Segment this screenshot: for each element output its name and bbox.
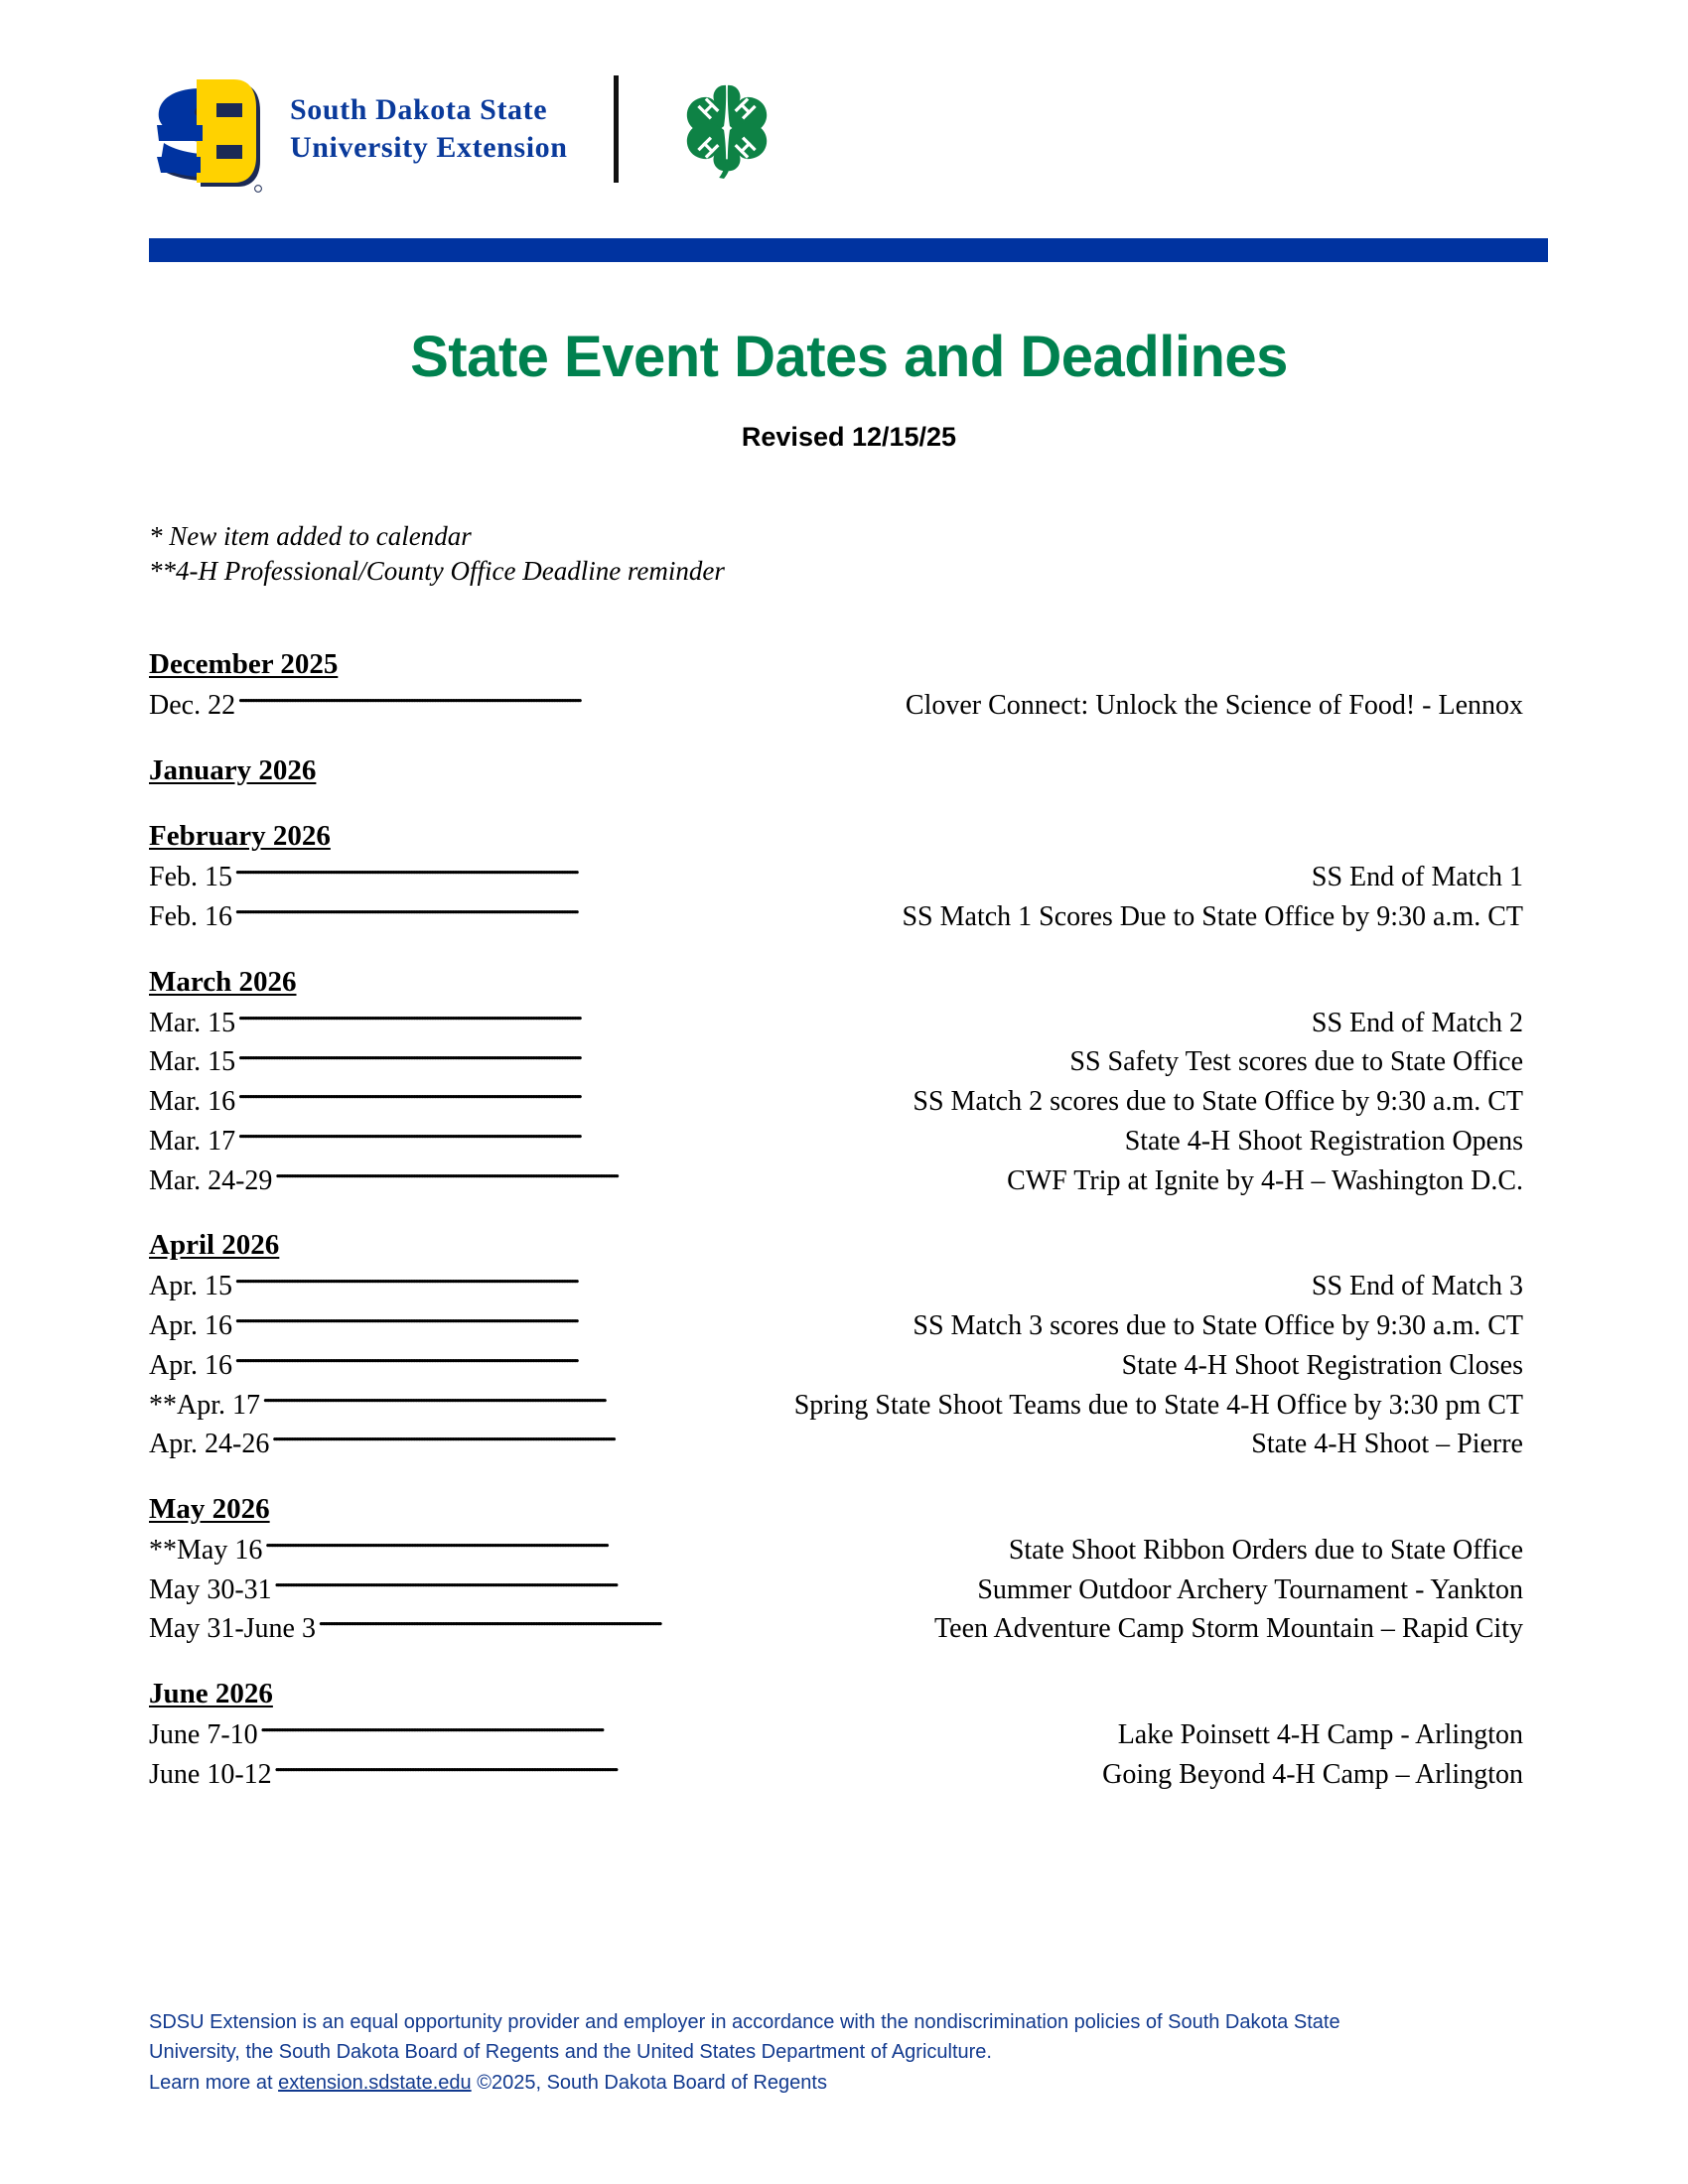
month-block — [149, 751, 1523, 792]
dot-leader — [260, 1715, 1116, 1743]
dot-leader — [237, 1082, 911, 1110]
dot-leader — [274, 1755, 1100, 1783]
footer-copyright: ©2025, South Dakota Board of Regents — [471, 2071, 827, 2094]
revision-date: Revised 12/15/25 — [741, 422, 957, 452]
month-spacer — [149, 1464, 1523, 1490]
month-heading-row — [149, 645, 1523, 686]
calendar-entry — [149, 897, 1523, 937]
month-block — [149, 817, 1523, 936]
dot-leader — [234, 858, 1310, 886]
sdsu-monogram-logo — [149, 64, 266, 195]
month-block — [149, 963, 1523, 1201]
entry-description: Going Beyond 4-H Camp – Arlington — [1102, 1758, 1523, 1790]
month-spacer — [149, 726, 1523, 751]
entry-description: SS End of Match 2 — [1311, 1007, 1523, 1038]
entry-date: June 10-12 — [149, 1758, 272, 1790]
dot-leader — [234, 1346, 1120, 1374]
calendar-entry — [149, 1082, 1523, 1122]
dot-leader — [234, 1306, 911, 1334]
entry-date: Mar. 15 — [149, 1007, 236, 1038]
page-title: State Event Dates and Deadlines — [410, 325, 1288, 389]
entry-description: State 4-H Shoot Registration Closes — [1121, 1349, 1523, 1381]
entry-description: Summer Outdoor Archery Tournament - Yankton — [977, 1573, 1523, 1605]
entry-date: Apr. 16 — [149, 1349, 232, 1381]
dot-leader — [271, 1425, 1249, 1452]
calendar-entry — [149, 1042, 1523, 1082]
dot-leader — [264, 1531, 1006, 1559]
month-block — [149, 645, 1523, 726]
month-heading: June 2026 — [149, 1678, 273, 1710]
calendar-entry — [149, 686, 1523, 726]
header-divider — [614, 75, 619, 183]
extension-website-link[interactable]: extension.sdstate.edu — [278, 2071, 472, 2094]
calendar-entry — [149, 858, 1523, 897]
sdsu-wordmark-line-2: University Extension — [290, 131, 568, 164]
entry-date: Apr. 24-26 — [149, 1429, 270, 1460]
month-block — [149, 1675, 1523, 1794]
entry-description: SS Safety Test scores due to State Office — [1069, 1046, 1523, 1078]
entry-description: SS End of Match 3 — [1311, 1271, 1523, 1302]
entry-description: State 4-H Shoot Registration Opens — [1124, 1125, 1523, 1157]
legend-note-deadline-reminder: **4-H Professional/County Office Deadline reminder — [149, 555, 725, 586]
legend-notes — [149, 519, 1549, 588]
sdsu-wordmark-line-1: South Dakota State — [290, 92, 548, 126]
dot-leader — [237, 686, 904, 714]
legend-note-new-item: * New item added to calendar — [149, 521, 472, 551]
footer-line-1: SDSU Extension is an equal opportunity provider and employer in accordance with the nondiscrimination policies of South Dakota State — [149, 2011, 1340, 2033]
entry-date: May 30-31 — [149, 1573, 272, 1605]
document-header — [149, 55, 1549, 204]
calendar-entry — [149, 1267, 1523, 1306]
dot-leader — [237, 1042, 1067, 1070]
entry-date: **May 16 — [149, 1534, 263, 1566]
calendar-entry — [149, 1531, 1523, 1570]
entry-description: SS Match 3 scores due to State Office by 9:30 a.m. CT — [913, 1310, 1523, 1342]
entry-date: June 7-10 — [149, 1719, 258, 1751]
calendar-entry — [149, 1755, 1523, 1795]
entry-date: Mar. 24-29 — [149, 1164, 273, 1196]
month-spacer — [149, 791, 1523, 817]
entry-description: SS End of Match 1 — [1311, 862, 1523, 893]
event-calendar — [149, 645, 1523, 1795]
month-heading: January 2026 — [149, 753, 317, 786]
entry-description: State Shoot Ribbon Orders due to State Office — [1008, 1534, 1523, 1566]
month-heading: December 2025 — [149, 648, 339, 680]
entry-description: Spring State Shoot Teams due to State 4-H Office by 3:30 pm CT — [793, 1389, 1523, 1421]
month-spacer — [149, 937, 1523, 963]
calendar-entry — [149, 1609, 1523, 1649]
header-blue-bar — [149, 238, 1548, 262]
month-heading-row — [149, 817, 1523, 858]
month-spacer — [149, 1649, 1523, 1675]
dot-leader — [262, 1386, 792, 1414]
entry-description: SS Match 1 Scores Due to State Office by 9:30 a.m. CT — [902, 901, 1523, 933]
entry-date: Mar. 16 — [149, 1086, 236, 1118]
document-footer — [149, 2007, 1479, 2098]
month-block — [149, 1490, 1523, 1649]
dot-leader — [274, 1570, 976, 1598]
month-spacer — [149, 1200, 1523, 1226]
entry-date: Feb. 15 — [149, 862, 232, 893]
sdsu-wordmark — [290, 91, 568, 168]
4-h-clover-logo — [678, 77, 775, 181]
month-heading-row — [149, 1490, 1523, 1531]
month-block — [149, 1226, 1523, 1464]
calendar-entry — [149, 1570, 1523, 1610]
entry-description: Clover Connect: Unlock the Science of Food! - Lennox — [905, 689, 1523, 721]
entry-date: Feb. 16 — [149, 901, 232, 933]
calendar-entry — [149, 1004, 1523, 1043]
dot-leader — [234, 1267, 1310, 1295]
entry-date: **Apr. 17 — [149, 1389, 260, 1421]
calendar-entry — [149, 1161, 1523, 1201]
footer-line-3 — [149, 2068, 1479, 2098]
month-heading-row — [149, 963, 1523, 1004]
dot-leader — [237, 1004, 1310, 1031]
month-heading: February 2026 — [149, 820, 331, 853]
entry-description: Lake Poinsett 4-H Camp - Arlington — [1117, 1719, 1523, 1751]
month-heading-row — [149, 1226, 1523, 1267]
entry-date: Apr. 16 — [149, 1310, 232, 1342]
entry-description: SS Match 2 scores due to State Office by 9:30 a.m. CT — [913, 1086, 1523, 1118]
month-heading-row — [149, 751, 1523, 792]
entry-description: State 4-H Shoot – Pierre — [1251, 1429, 1523, 1460]
entry-description: CWF Trip at Ignite by 4-H – Washington D.C. — [1007, 1164, 1523, 1196]
calendar-entry — [149, 1386, 1523, 1426]
month-heading-row — [149, 1675, 1523, 1715]
dot-leader — [318, 1609, 932, 1637]
dot-leader — [274, 1161, 1005, 1189]
month-heading: March 2026 — [149, 965, 297, 998]
dot-leader — [234, 897, 900, 925]
entry-date: Mar. 17 — [149, 1125, 236, 1157]
month-heading: May 2026 — [149, 1493, 270, 1526]
entry-date: May 31-June 3 — [149, 1613, 316, 1645]
entry-date: Dec. 22 — [149, 689, 236, 721]
calendar-entry — [149, 1346, 1523, 1386]
entry-description: Teen Adventure Camp Storm Mountain – Rapid City — [934, 1613, 1523, 1645]
calendar-entry — [149, 1425, 1523, 1464]
calendar-entry — [149, 1122, 1523, 1161]
calendar-entry — [149, 1306, 1523, 1346]
entry-date: Mar. 15 — [149, 1046, 236, 1078]
footer-learn-more-prefix: Learn more at — [149, 2071, 279, 2094]
month-heading: April 2026 — [149, 1229, 280, 1262]
dot-leader — [237, 1122, 1123, 1150]
entry-date: Apr. 15 — [149, 1271, 232, 1302]
footer-line-2: University, the South Dakota Board of Regents and the United States Department of Agriculture. — [149, 2041, 992, 2064]
calendar-entry — [149, 1715, 1523, 1755]
